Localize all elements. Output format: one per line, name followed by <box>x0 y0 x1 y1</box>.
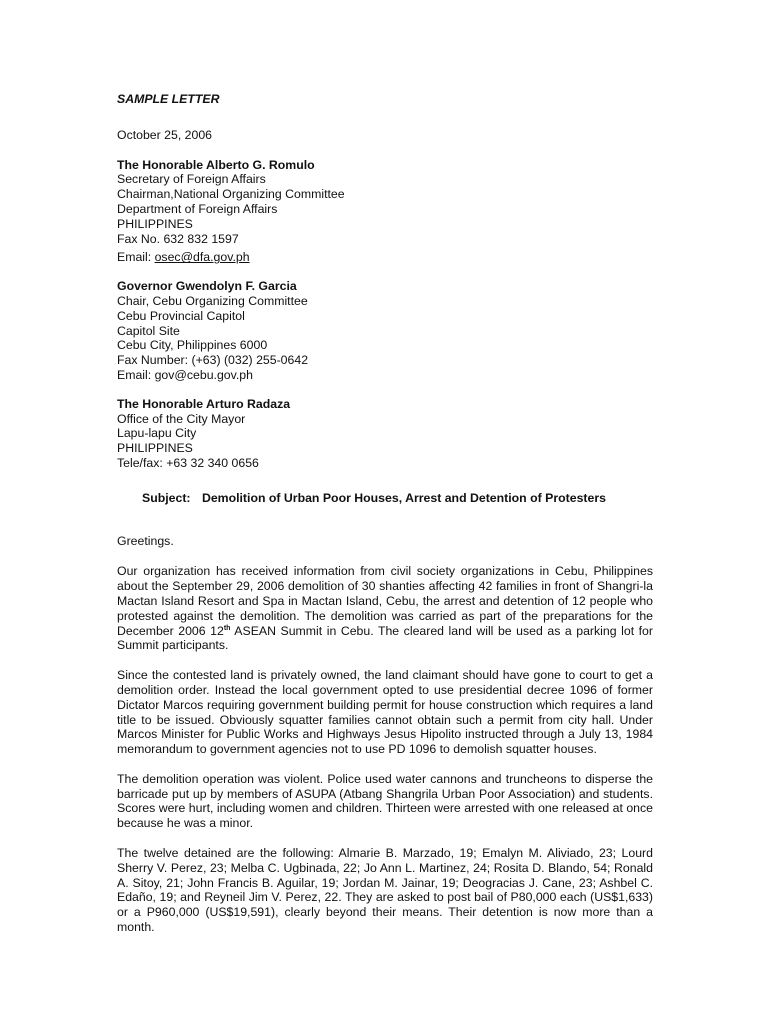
addressee-line: Office of the City Mayor <box>117 411 246 426</box>
paragraph-1-text: Our organization has received information from civil society organizations in Cebu, Philippines about the September 29, 2006 demolition of 30 shanties affecting 42 families in front of Shangri-la Mactan Island Resort and Spa in Mactan Island, Cebu, the arrest and detention of 12 people who protested against the demolition. The demolition was carried as part of the preparations for the December 2006 12 <box>117 564 653 638</box>
paragraph-1 <box>117 564 653 653</box>
addressee-line: Lapu-lapu City <box>117 426 197 441</box>
addressee-line: PHILIPPINES <box>117 441 193 456</box>
paragraph-1-text-end: ASEAN Summit in Cebu. The cleared land will be used as a parking lot for Summit participants. <box>117 623 653 653</box>
addressee-line: Secretary of Foreign Affairs <box>117 172 266 187</box>
paragraph-3: The demolition operation was violent. Police used water cannons and truncheons to disperse the barricade put up by members of ASUPA (Atbang Shangrila Urban Poor Association) and students. Scores were hurt, including women and children. Thirteen were arrested with one released at once because he was a minor. <box>117 771 653 831</box>
ordinal-suffix: th <box>223 624 231 632</box>
letter-heading: SAMPLE LETTER <box>117 92 220 106</box>
addressee-line: Email: gov@cebu.gov.ph <box>117 367 253 382</box>
addressee-name: Governor Gwendolyn F. Garcia <box>117 279 297 294</box>
addressee-line: Fax Number: (+63) (032) 255-0642 <box>117 353 309 368</box>
subject-line <box>117 491 653 506</box>
email-line <box>117 250 653 265</box>
addressee-name: The Honorable Alberto G. Romulo <box>117 157 315 172</box>
addressee-line: Cebu City, Philippines 6000 <box>117 338 268 353</box>
addressee-line: Department of Foreign Affairs <box>117 201 278 216</box>
letter-page <box>117 92 653 950</box>
addressee-line: Cebu Provincial Capitol <box>117 308 245 323</box>
addressee-block-romulo <box>117 158 653 266</box>
addressee-line: PHILIPPINES <box>117 216 193 231</box>
subject-text: Demolition of Urban Poor Houses, Arrest and Detention of Protesters <box>201 490 606 505</box>
email-link[interactable]: osec@dfa.gov.ph <box>154 250 250 265</box>
paragraph-2: Since the contested land is privately owned, the land claimant should have gone to court to get a demolition order. Instead the local government opted to use presidential decree 1096 of former Dictator Marcos requiring government building permit for house construction which requires a land title to be issued. Obviously squatter families cannot obtain such a permit from city hall. Under Marcos Minister for Public Works and Highways Jesus Hipolito instructed through a July 13, 1984 memorandum to government agencies not to use PD 1096 to demolish squatter houses. <box>117 668 653 757</box>
subject-label: Subject: <box>142 490 191 505</box>
addressee-line: Chair, Cebu Organizing Committee <box>117 293 308 308</box>
greeting: Greetings. <box>117 533 174 548</box>
addressee-line: Fax No. 632 832 1597 <box>117 231 239 246</box>
addressee-name: The Honorable Arturo Radaza <box>117 396 291 411</box>
addressee-line: Capitol Site <box>117 323 180 338</box>
email-label: Email: <box>117 250 155 265</box>
addressee-line: Tele/fax: +63 32 340 0656 <box>117 455 259 470</box>
addressee-block-garcia <box>117 279 653 383</box>
paragraph-4: The twelve detained are the following: Almarie B. Marzado, 19; Emalyn M. Aliviado, 23; Lourd Sherry V. Perez, 23; Melba C. Ugbinada, 22; Jo Ann L. Martinez, 24; Rosita D. Blando, 54; Ronald A. Sitoy, 21; John Francis B. Aguilar, 19; Jordan M. Jainar, 19; Deogracias J. Cane, 23; Ashbel C. Edaño, 19; and Reyneil Jim V. Perez, 22. They are asked to post bail of P80,000 each (US$1,633) or a P960,000 (US$19,591), clearly beyond their means. Their detention is now more than a month. <box>117 846 653 935</box>
addressee-block-radaza <box>117 397 653 471</box>
letter-date: October 25, 2006 <box>117 127 213 142</box>
addressee-line: Chairman,National Organizing Committee <box>117 187 345 202</box>
